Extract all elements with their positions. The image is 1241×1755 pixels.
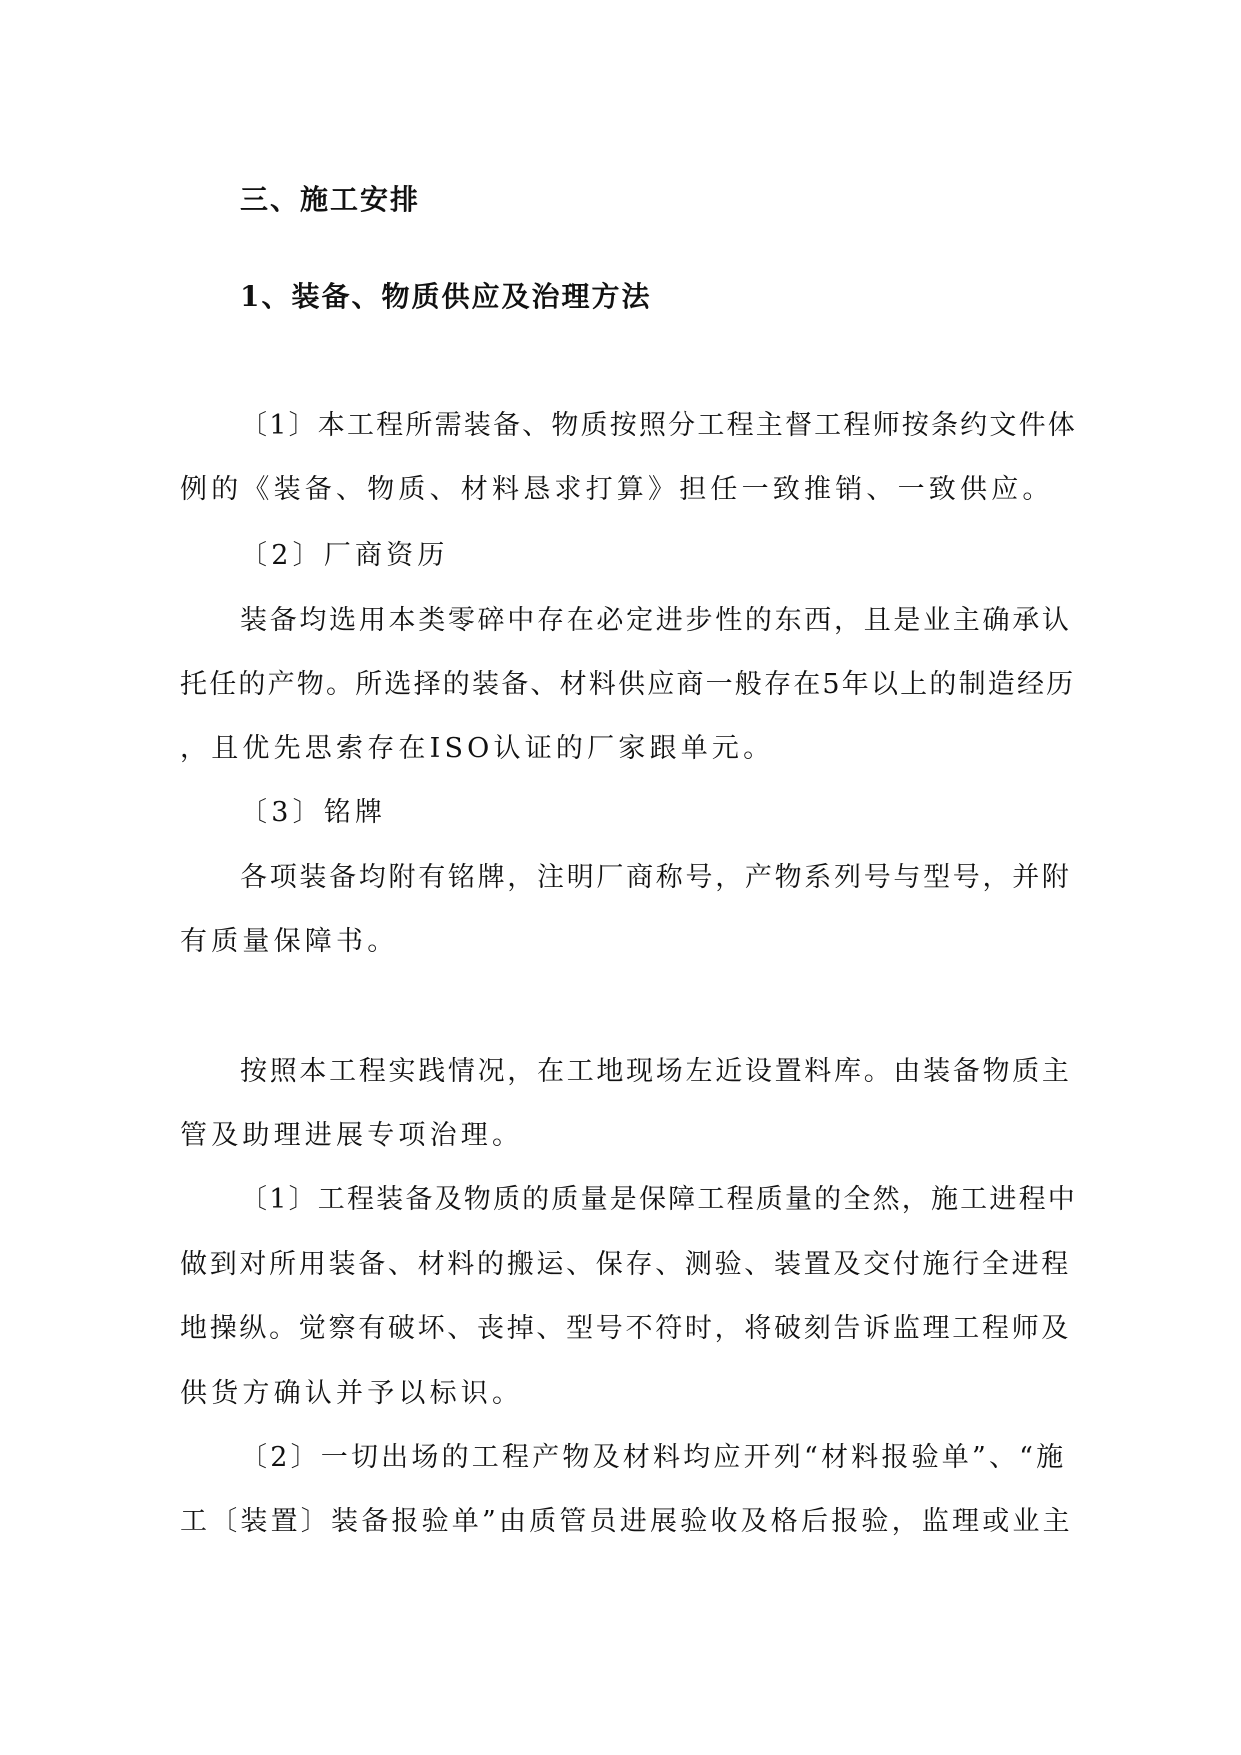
paragraph-line: 供货方确认并予以标识。 xyxy=(180,1378,524,1409)
paragraph-line: 地操纵。觉察有破坏、丧掉、型号不符时，将破刻告诉监理工程师及 xyxy=(180,1313,1071,1344)
paragraph-line: 托任的产物。所选择的装备、材料供应商一般存在5年以上的制造经历 xyxy=(180,669,1076,700)
paragraph-line: 〔2〕厂商资历 xyxy=(240,540,449,571)
paragraph-line: 有质量保障书。 xyxy=(180,926,399,957)
paragraph-line: 装备均选用本类零碎中存在必定进步性的东西，且是业主确承认 xyxy=(240,605,1072,636)
paragraph-line: 〔3〕铭牌 xyxy=(240,797,387,828)
paragraph-line: 按照本工程实践情况，在工地现场左近设置料库。由装备物质主 xyxy=(240,1056,1072,1087)
paragraph-line: 〔1〕工程装备及物质的质量是保障工程质量的全然，施工进程中 xyxy=(240,1184,1077,1215)
paragraph-line: 〔1〕本工程所需装备、物质按照分工程主督工程师按条约文件体 xyxy=(240,410,1077,441)
paragraph-line: ，且优先思索存在ISO认证的厂家跟单元。 xyxy=(180,733,775,764)
paragraph-line: 例的《装备、物质、材料恳求打算》担任一致推销、一致供应。 xyxy=(180,474,1054,505)
paragraph-line: 做到对所用装备、材料的搬运、保存、测验、装置及交付施行全进程 xyxy=(180,1249,1071,1280)
paragraph-line: 工〔装置〕装备报验单”由质管员进展验收及格后报验，监理或业主 xyxy=(180,1506,1073,1537)
paragraph-line: 〔2〕一切出场的工程产物及材料均应开列“材料报验单”、“施 xyxy=(240,1442,1067,1473)
subsection-heading: 1、装备、物质供应及治理方法 xyxy=(240,280,652,313)
paragraph-line: 各项装备均附有铭牌，注明厂商称号，产物系列号与型号，并附 xyxy=(240,862,1072,893)
paragraph-line: 管及助理进展专项治理。 xyxy=(180,1120,524,1151)
section-heading: 三、施工安排 xyxy=(240,183,421,216)
